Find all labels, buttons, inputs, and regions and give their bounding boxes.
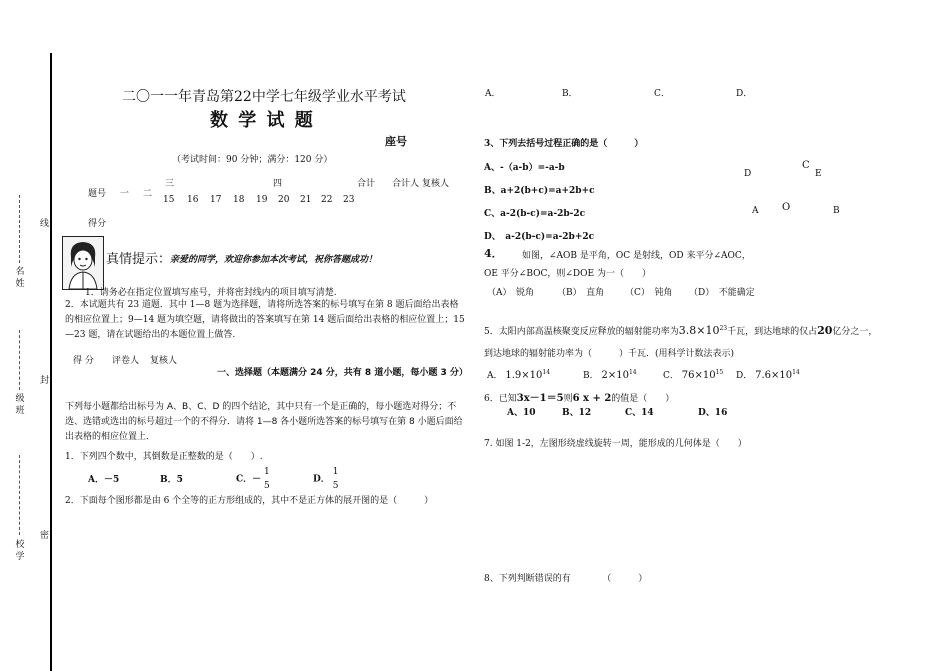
q6-text-b: 则 xyxy=(563,394,573,404)
q4-option-c: （C） 钝角 xyxy=(625,288,673,298)
q5-text-b: 千瓦，到达地球的仅占 xyxy=(727,327,818,337)
q1-option-d-fraction xyxy=(333,465,339,493)
q5-option-c-value: 76×10 xyxy=(681,370,716,381)
tip-item-1: 1．请务必在指定位置填写座号，并将密封线内的项目填写清楚. xyxy=(85,288,337,298)
seal-dashed-line xyxy=(19,330,21,390)
q3-option-d: D、 a-2(b-c)=a-2b+2c xyxy=(484,232,595,242)
q6-option-a: A、10 xyxy=(507,408,536,418)
q4-line2: OE 平分∠BOC，则∠DOE 为一（ ） xyxy=(484,269,651,279)
q6-option-d: D、16 xyxy=(698,408,728,418)
q5-option-d-exponent: 14 xyxy=(792,369,800,376)
q2-option-d: D． xyxy=(736,89,753,99)
q6-condition: 3x－1＝5 xyxy=(516,393,564,404)
q1-option-c-fraction xyxy=(264,465,270,493)
score-table-header: 三 xyxy=(165,179,175,189)
q5-line2: 到达地球的辐射能功率为（ ）千瓦．(用科学计数法表示) xyxy=(484,349,735,359)
seal-dashed-line xyxy=(19,455,21,535)
student-portrait xyxy=(62,236,104,290)
score-table-header: 二 xyxy=(143,189,153,199)
q4-line1: 如图，∠AOB 是平角，OC 是射线，OD 来平分∠AOC， xyxy=(522,251,751,261)
question-number: 22 xyxy=(321,195,333,205)
score-table-header: 合计 xyxy=(357,179,376,189)
question-number: 16 xyxy=(187,195,199,205)
q5-line1 xyxy=(484,324,877,337)
score-table-header: 合计人 xyxy=(392,179,420,189)
question-number: 19 xyxy=(256,195,268,205)
score-row-label: 得分 xyxy=(88,219,107,229)
question-number: 23 xyxy=(343,195,355,205)
q4-option-a: （A） 锐角 xyxy=(487,288,534,298)
q1-option-d-label: D． xyxy=(313,474,330,485)
q4-option-b: （B） 直角 xyxy=(557,288,605,298)
question-number: 21 xyxy=(300,195,312,205)
seat-number-label: 座号 xyxy=(385,135,407,148)
question-number: 17 xyxy=(210,195,222,205)
score-table-header: 复核人 xyxy=(422,179,450,189)
fig-label-c: C xyxy=(802,160,810,171)
q5-option-b-exponent: 14 xyxy=(628,369,637,376)
q2-option-c: C． xyxy=(654,89,670,99)
exam-time-info: （考试时间：90 分钟；满分：120 分） xyxy=(172,155,333,165)
denominator: 5 xyxy=(332,481,339,491)
fig-label-o: O xyxy=(782,202,791,213)
denominator: 5 xyxy=(264,481,270,491)
q6-option-b: B、12 xyxy=(562,408,592,418)
q5-option-d-label: D． xyxy=(736,371,753,381)
q1-option-a: A．－5 xyxy=(88,475,120,485)
q2-option-b: B． xyxy=(562,89,578,99)
tip-item-2: 2．本试题共有 23 道题．其中 1—8 题为选择题，请将所选答案的标号填写在第 8 题后面给出表格的相应位置上；9—14 题为填空题，请将做出的答案填写在第 14 题后面给出表格的相应位置上；15—23 题，请在试题给出的本题位置上做答. xyxy=(65,300,465,340)
section1-title: 一、选择题（本题满分 24 分，共有 8 道小题，每小题 3 分） xyxy=(217,368,468,378)
exam-title: 二〇一一年青岛第22中学七年级学业水平考试 xyxy=(122,89,406,105)
q3-option-b: B、a+2(b+c)=a+2b+c xyxy=(484,186,595,196)
numerator: 1 xyxy=(332,467,339,477)
q5-option-a-label: A． xyxy=(487,371,503,381)
seal-char-seal: 封 xyxy=(40,376,50,386)
q6-stem xyxy=(484,389,674,404)
question-number: 18 xyxy=(233,195,245,205)
q5-option-d-value: 7.6×10 xyxy=(755,370,793,381)
q1-stem: 1．下列四个数中，其倒数是正整数的是（ ）. xyxy=(65,452,263,462)
q6-expression: 6 x + 2 xyxy=(572,393,612,404)
q4-option-d: （D） 不能确定 xyxy=(689,288,755,298)
tips-slogan: 亲爱的同学，欢迎你参加本次考试，祝你答题成功！ xyxy=(170,255,378,265)
q5-option-d xyxy=(736,368,800,381)
question-number: 15 xyxy=(163,195,175,205)
fig-label-b: B xyxy=(833,206,840,216)
q5-option-c-label: C． xyxy=(663,371,679,381)
grader-label-score: 得 分 xyxy=(73,356,94,366)
q7-stem: 7. 如图 1-2，左图形绕虚线旋转一周，能形成的几何体是（ ） xyxy=(484,439,747,449)
q4-number: 4． xyxy=(484,247,503,260)
q5-option-a xyxy=(487,368,550,381)
q5-power-value: 3.8×10 xyxy=(678,324,720,337)
q8-stem: 8、下列判断错误的有 （ ） xyxy=(484,574,648,584)
grader-label-reviewer: 复核人 xyxy=(150,356,178,366)
grader-label-marker: 评卷人 xyxy=(112,356,140,366)
q5-option-a-exponent: 14 xyxy=(542,369,551,376)
q1-option-b: B．5 xyxy=(160,475,183,485)
q5-option-b-label: B． xyxy=(583,371,599,381)
score-table-header: 四 xyxy=(273,179,283,189)
numerator: 1 xyxy=(264,467,270,477)
q3-option-a: A、-（a-b）=-a-b xyxy=(484,163,565,173)
q5-option-a-value: 1.9×10 xyxy=(505,370,543,381)
seal-dashed-line xyxy=(19,195,21,263)
q3-stem: 3、下列去括号过程正确的是（ ） xyxy=(484,139,644,149)
section1-instructions: 下列每小题都给出标号为 A、B、C、D 的四个结论，其中只有一个是正确的，每小题选对得分；不选、选错或选出的标号超过一个的不得分．请将 1—8 各小题所选答案的标号填写在第 8 小题后面给出表格的相应位置上． xyxy=(65,402,463,442)
score-table-header: 一 xyxy=(120,189,130,199)
question-number: 20 xyxy=(278,195,290,205)
subject-title: 数 学 试 题 xyxy=(210,110,315,131)
name-label: 名姓 xyxy=(15,267,25,289)
q1-option-c-label: C．－ xyxy=(236,474,262,485)
tips-title: 真情提示： xyxy=(106,252,172,267)
q5-option-c xyxy=(663,368,723,381)
q1-option-d xyxy=(313,465,338,493)
q5-option-b xyxy=(583,368,637,381)
score-table-header: 题号 xyxy=(88,189,107,199)
school-label: 校学 xyxy=(15,540,25,562)
q5-billion: 20 xyxy=(817,324,833,337)
q6-option-c: C、14 xyxy=(625,408,654,418)
q1-option-c xyxy=(236,465,270,493)
q3-option-c: C、a-2(b-c)=a-2b-2c xyxy=(484,209,586,219)
q6-text-c: 的值是（ ） xyxy=(611,394,675,404)
q5-text-c: 亿分之一， xyxy=(832,327,878,337)
binding-line xyxy=(50,53,52,671)
q2-option-a: A． xyxy=(485,89,501,99)
fig-label-e: E xyxy=(815,169,822,179)
fig-label-d: D xyxy=(744,169,752,179)
class-label: 级班 xyxy=(15,394,25,416)
q5-text-a: 5．太阳内部高温核聚变反应释放的辐射能功率为 xyxy=(484,327,679,337)
q2-stem: 2．下面每个图形都是由 6 个全等的正方形组成的，其中不是正方体的展开图的是（ ） xyxy=(65,496,434,506)
fig-label-a: A xyxy=(752,206,759,216)
q5-option-b-value: 2×10 xyxy=(601,370,629,381)
q6-text-a: 6．已知 xyxy=(484,394,517,404)
q5-option-c-exponent: 15 xyxy=(715,369,724,376)
seal-char-line: 线 xyxy=(40,219,50,229)
q5-power-exponent: 23 xyxy=(719,325,728,332)
seal-char-secret: 密 xyxy=(40,531,50,541)
